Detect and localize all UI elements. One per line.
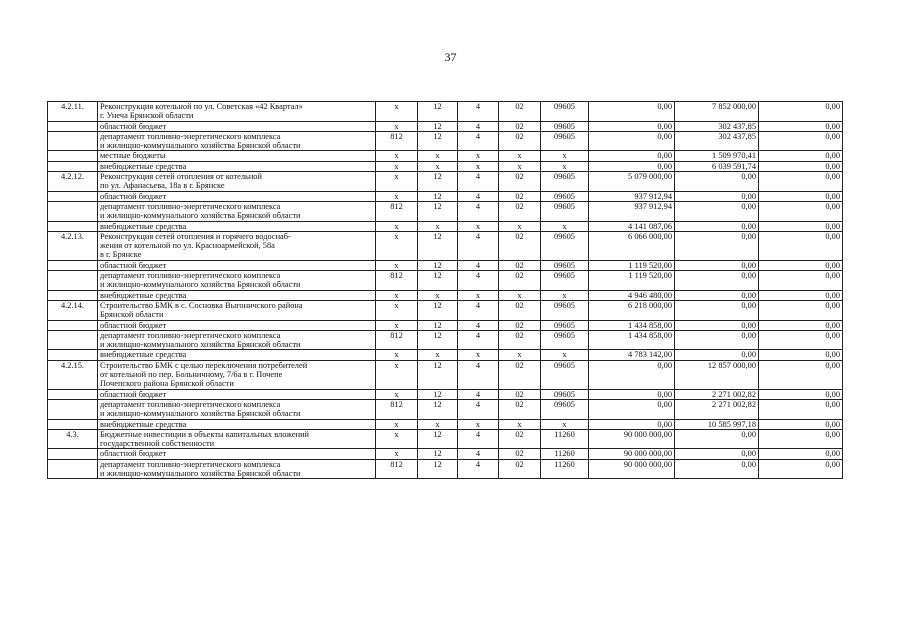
cell-amount-year-2: 0,00 [675, 172, 759, 192]
cell-item-number [48, 320, 98, 330]
cell-code-admin: x [376, 151, 418, 161]
cell-amount-year-1: 6 066 000,00 [589, 231, 675, 260]
cell-code-admin: x [376, 161, 418, 171]
cell-item-name: внебюджетные средства [98, 161, 376, 171]
cell-item-number [48, 151, 98, 161]
cell-amount-year-3: 0,00 [759, 419, 843, 429]
cell-code-program: x [499, 419, 541, 429]
cell-code-section: 12 [418, 102, 458, 122]
cell-item-number [48, 350, 98, 360]
cell-item-name: внебюджетные средства [98, 350, 376, 360]
cell-code-program: 02 [499, 102, 541, 122]
cell-code-subsection: 4 [458, 131, 499, 151]
cell-item-number: 4.2.13. [48, 231, 98, 260]
cell-code-admin: 812 [376, 271, 418, 291]
cell-code-admin: x [376, 429, 418, 449]
cell-code-admin: 812 [376, 399, 418, 419]
cell-amount-year-3: 0,00 [759, 399, 843, 419]
cell-code-target: 11260 [541, 449, 589, 459]
cell-amount-year-2: 12 857 000,00 [675, 360, 759, 389]
cell-code-target: 09605 [541, 201, 589, 221]
cell-amount-year-1: 1 119 520,00 [589, 260, 675, 270]
cell-item-number [48, 419, 98, 429]
cell-item-name: областной бюджет [98, 260, 376, 270]
cell-item-name: Строительство БМК с целью переключения потребителей от котельной по пер. Больничному, 7/6а в г. Почепе Почепского района Брянской области [98, 360, 376, 389]
cell-amount-year-3: 0,00 [759, 221, 843, 231]
cell-code-target: 11260 [541, 459, 589, 479]
cell-code-program: x [499, 350, 541, 360]
table-row [48, 172, 843, 192]
cell-item-name: департамент топливно-энергетического комплекса и жилищно-коммунального хозяйства Брянской области [98, 201, 376, 221]
cell-code-program: 02 [499, 260, 541, 270]
cell-code-subsection: 4 [458, 320, 499, 330]
cell-amount-year-2: 0,00 [675, 320, 759, 330]
cell-amount-year-2: 0,00 [675, 350, 759, 360]
cell-code-program: 02 [499, 389, 541, 399]
cell-amount-year-2: 0,00 [675, 260, 759, 270]
table-row [48, 151, 843, 161]
cell-code-section: x [418, 161, 458, 171]
cell-item-number [48, 131, 98, 151]
table-row [48, 121, 843, 131]
cell-item-name: Реконструкция сетей отопления от котельной по ул. Афанасьева, 18а в г. Брянске [98, 172, 376, 192]
cell-amount-year-1: 0,00 [589, 419, 675, 429]
cell-item-number: 4.2.14. [48, 300, 98, 320]
cell-amount-year-3: 0,00 [759, 360, 843, 389]
cell-code-target: 09605 [541, 131, 589, 151]
cell-item-number [48, 161, 98, 171]
cell-amount-year-3: 0,00 [759, 320, 843, 330]
cell-amount-year-2: 0,00 [675, 231, 759, 260]
cell-amount-year-1: 1 119 520,00 [589, 271, 675, 291]
cell-code-subsection: 4 [458, 360, 499, 389]
cell-amount-year-3: 0,00 [759, 449, 843, 459]
cell-code-target: 09605 [541, 260, 589, 270]
cell-code-subsection: 4 [458, 399, 499, 419]
table-row [48, 221, 843, 231]
cell-amount-year-1: 0,00 [589, 121, 675, 131]
cell-amount-year-1: 90 000 000,00 [589, 459, 675, 479]
cell-code-admin: x [376, 389, 418, 399]
cell-amount-year-2: 0,00 [675, 330, 759, 350]
cell-code-admin: x [376, 102, 418, 122]
table-row [48, 131, 843, 151]
cell-item-number [48, 459, 98, 479]
cell-item-number: 4.2.11. [48, 102, 98, 122]
cell-item-name: департамент топливно-энергетического комплекса и жилищно-коммунального хозяйства Брянской области [98, 399, 376, 419]
page-number: 37 [444, 50, 457, 64]
cell-item-name: внебюджетные средства [98, 419, 376, 429]
cell-code-section: 12 [418, 360, 458, 389]
cell-item-name: департамент топливно-энергетического комплекса и жилищно-коммунального хозяйства Брянской области [98, 459, 376, 479]
cell-code-program: 02 [499, 429, 541, 449]
cell-amount-year-2: 0,00 [675, 300, 759, 320]
table-row [48, 330, 843, 350]
cell-amount-year-3: 0,00 [759, 231, 843, 260]
cell-code-target: x [541, 419, 589, 429]
cell-amount-year-1: 937 912,94 [589, 191, 675, 201]
cell-item-number: 4.2.15. [48, 360, 98, 389]
cell-amount-year-1: 5 079 000,00 [589, 172, 675, 192]
cell-code-target: 09605 [541, 389, 589, 399]
cell-code-section: 12 [418, 459, 458, 479]
cell-amount-year-3: 0,00 [759, 271, 843, 291]
cell-code-target: 09605 [541, 300, 589, 320]
cell-item-name: областной бюджет [98, 389, 376, 399]
cell-code-admin: x [376, 300, 418, 320]
cell-code-admin: x [376, 260, 418, 270]
cell-code-target: x [541, 290, 589, 300]
cell-code-subsection: 4 [458, 191, 499, 201]
cell-code-section: 12 [418, 389, 458, 399]
cell-code-admin: x [376, 350, 418, 360]
cell-code-target: x [541, 161, 589, 171]
cell-amount-year-3: 0,00 [759, 201, 843, 221]
cell-item-name: департамент топливно-энергетического комплекса и жилищно-коммунального хозяйства Брянской области [98, 330, 376, 350]
cell-item-number [48, 330, 98, 350]
cell-item-number [48, 449, 98, 459]
cell-amount-year-1: 90 000 000,00 [589, 429, 675, 449]
cell-code-admin: x [376, 231, 418, 260]
cell-amount-year-2: 2 271 002,82 [675, 399, 759, 419]
cell-amount-year-2: 6 039 591,74 [675, 161, 759, 171]
cell-item-name: департамент топливно-энергетического комплекса и жилищно-коммунального хозяйства Брянской области [98, 131, 376, 151]
cell-item-number: 4.2.12. [48, 172, 98, 192]
cell-code-program: 02 [499, 300, 541, 320]
cell-code-subsection: 4 [458, 172, 499, 192]
cell-amount-year-1: 1 434 858,00 [589, 320, 675, 330]
cell-code-subsection: 4 [458, 300, 499, 320]
table-row [48, 161, 843, 171]
cell-code-target: x [541, 350, 589, 360]
cell-code-section: 12 [418, 300, 458, 320]
table-row [48, 389, 843, 399]
cell-item-name: областной бюджет [98, 449, 376, 459]
cell-item-name: Реконструкция котельной по ул. Советская «42 Квартал» г. Унеча Брянской области [98, 102, 376, 122]
cell-code-program: 02 [499, 330, 541, 350]
cell-code-program: x [499, 290, 541, 300]
cell-code-section: x [418, 419, 458, 429]
table-row [48, 459, 843, 479]
cell-amount-year-1: 90 000 000,00 [589, 449, 675, 459]
cell-amount-year-1: 0,00 [589, 360, 675, 389]
budget-table-body [48, 102, 843, 479]
cell-amount-year-3: 0,00 [759, 300, 843, 320]
cell-code-section: 12 [418, 399, 458, 419]
cell-amount-year-1: 0,00 [589, 131, 675, 151]
cell-amount-year-3: 0,00 [759, 102, 843, 122]
cell-code-section: x [418, 221, 458, 231]
cell-amount-year-1: 0,00 [589, 161, 675, 171]
cell-item-number [48, 271, 98, 291]
cell-code-subsection: 4 [458, 121, 499, 131]
cell-amount-year-3: 0,00 [759, 330, 843, 350]
cell-code-target: 09605 [541, 360, 589, 389]
table-row [48, 419, 843, 429]
cell-code-program: x [499, 221, 541, 231]
cell-amount-year-3: 0,00 [759, 429, 843, 449]
cell-item-number [48, 191, 98, 201]
cell-code-program: 02 [499, 231, 541, 260]
cell-code-target: 09605 [541, 320, 589, 330]
cell-item-number: 4.3. [48, 429, 98, 449]
cell-code-section: 12 [418, 131, 458, 151]
cell-item-name: Бюджетные инвестиции в объекты капитальных вложений государственной собственности [98, 429, 376, 449]
cell-item-number [48, 389, 98, 399]
cell-code-subsection: x [458, 221, 499, 231]
budget-table [47, 101, 843, 479]
table-row [48, 399, 843, 419]
cell-code-program: 02 [499, 172, 541, 192]
cell-code-admin: x [376, 221, 418, 231]
cell-code-admin: x [376, 290, 418, 300]
cell-code-section: x [418, 350, 458, 360]
cell-amount-year-3: 0,00 [759, 260, 843, 270]
cell-code-program: x [499, 161, 541, 171]
cell-amount-year-2: 10 585 997,18 [675, 419, 759, 429]
cell-code-target: x [541, 151, 589, 161]
cell-code-target: 09605 [541, 271, 589, 291]
cell-code-section: x [418, 290, 458, 300]
cell-code-subsection: 4 [458, 201, 499, 221]
table-row [48, 320, 843, 330]
cell-item-number [48, 201, 98, 221]
cell-item-name: областной бюджет [98, 121, 376, 131]
cell-code-subsection: x [458, 151, 499, 161]
cell-code-subsection: 4 [458, 231, 499, 260]
table-row [48, 191, 843, 201]
cell-amount-year-2: 302 437,85 [675, 121, 759, 131]
cell-item-name: областной бюджет [98, 191, 376, 201]
cell-code-admin: x [376, 449, 418, 459]
cell-amount-year-2: 2 271 002,82 [675, 389, 759, 399]
cell-amount-year-1: 4 783 142,00 [589, 350, 675, 360]
cell-code-subsection: 4 [458, 271, 499, 291]
table-row [48, 360, 843, 389]
cell-code-admin: 812 [376, 459, 418, 479]
cell-amount-year-1: 4 141 087,06 [589, 221, 675, 231]
cell-amount-year-2: 0,00 [675, 449, 759, 459]
cell-amount-year-3: 0,00 [759, 172, 843, 192]
cell-code-admin: x [376, 360, 418, 389]
cell-code-subsection: 4 [458, 389, 499, 399]
cell-code-target: 09605 [541, 102, 589, 122]
cell-code-section: 12 [418, 429, 458, 449]
cell-amount-year-1: 937 912,94 [589, 201, 675, 221]
cell-item-name: внебюджетные средства [98, 221, 376, 231]
cell-amount-year-2: 1 509 970,41 [675, 151, 759, 161]
cell-amount-year-3: 0,00 [759, 350, 843, 360]
cell-amount-year-1: 1 434 858,00 [589, 330, 675, 350]
cell-code-target: 09605 [541, 231, 589, 260]
cell-code-subsection: 4 [458, 330, 499, 350]
cell-amount-year-3: 0,00 [759, 290, 843, 300]
cell-amount-year-1: 0,00 [589, 399, 675, 419]
cell-code-program: 02 [499, 360, 541, 389]
cell-item-number [48, 290, 98, 300]
cell-amount-year-2: 0,00 [675, 429, 759, 449]
cell-item-number [48, 260, 98, 270]
cell-item-name: внебюджетные средства [98, 290, 376, 300]
cell-code-admin: 812 [376, 131, 418, 151]
cell-code-admin: x [376, 191, 418, 201]
cell-code-program: 02 [499, 399, 541, 419]
cell-code-target: x [541, 221, 589, 231]
cell-amount-year-2: 0,00 [675, 221, 759, 231]
cell-code-section: 12 [418, 260, 458, 270]
cell-code-admin: x [376, 419, 418, 429]
table-row [48, 350, 843, 360]
cell-amount-year-3: 0,00 [759, 131, 843, 151]
cell-code-subsection: 4 [458, 429, 499, 449]
cell-item-name: Реконструкция сетей отопления и горячего водоснаб- жения от котельной по ул. Красноармейской, 58а в г. Брянске [98, 231, 376, 260]
cell-code-program: 02 [499, 271, 541, 291]
cell-item-name: департамент топливно-энергетического комплекса и жилищно-коммунального хозяйства Брянской области [98, 271, 376, 291]
cell-code-program: 02 [499, 191, 541, 201]
cell-amount-year-3: 0,00 [759, 151, 843, 161]
cell-code-program: x [499, 151, 541, 161]
cell-item-number [48, 121, 98, 131]
cell-code-admin: x [376, 121, 418, 131]
cell-amount-year-1: 6 218 000,00 [589, 300, 675, 320]
cell-code-subsection: 4 [458, 102, 499, 122]
cell-code-subsection: x [458, 419, 499, 429]
table-row [48, 290, 843, 300]
cell-code-target: 09605 [541, 330, 589, 350]
cell-amount-year-3: 0,00 [759, 459, 843, 479]
cell-code-section: 12 [418, 271, 458, 291]
cell-code-subsection: 4 [458, 459, 499, 479]
cell-code-subsection: x [458, 350, 499, 360]
cell-code-section: 12 [418, 191, 458, 201]
cell-amount-year-3: 0,00 [759, 191, 843, 201]
cell-code-section: 12 [418, 172, 458, 192]
cell-amount-year-3: 0,00 [759, 121, 843, 131]
table-row [48, 300, 843, 320]
table-row [48, 260, 843, 270]
cell-item-name: местные бюджеты [98, 151, 376, 161]
cell-code-section: 12 [418, 201, 458, 221]
cell-code-section: 12 [418, 330, 458, 350]
table-row [48, 449, 843, 459]
cell-amount-year-3: 0,00 [759, 161, 843, 171]
cell-code-target: 11260 [541, 429, 589, 449]
cell-amount-year-1: 0,00 [589, 389, 675, 399]
cell-amount-year-2: 0,00 [675, 271, 759, 291]
cell-amount-year-2: 0,00 [675, 290, 759, 300]
cell-code-program: 02 [499, 131, 541, 151]
cell-code-admin: 812 [376, 201, 418, 221]
cell-code-section: 12 [418, 231, 458, 260]
cell-item-number [48, 221, 98, 231]
cell-code-subsection: 4 [458, 449, 499, 459]
table-row [48, 429, 843, 449]
cell-code-program: 02 [499, 201, 541, 221]
cell-amount-year-1: 0,00 [589, 151, 675, 161]
cell-amount-year-2: 0,00 [675, 459, 759, 479]
cell-item-name: областной бюджет [98, 320, 376, 330]
cell-code-section: 12 [418, 121, 458, 131]
cell-code-admin: x [376, 320, 418, 330]
cell-amount-year-1: 4 946 480,00 [589, 290, 675, 300]
table-row [48, 201, 843, 221]
cell-amount-year-3: 0,00 [759, 389, 843, 399]
cell-code-program: 02 [499, 449, 541, 459]
table-row [48, 102, 843, 122]
cell-code-subsection: x [458, 290, 499, 300]
cell-code-program: 02 [499, 459, 541, 479]
cell-amount-year-2: 7 852 000,00 [675, 102, 759, 122]
cell-code-section: 12 [418, 320, 458, 330]
cell-code-target: 09605 [541, 399, 589, 419]
cell-item-number [48, 399, 98, 419]
cell-code-target: 09605 [541, 172, 589, 192]
cell-code-subsection: 4 [458, 260, 499, 270]
cell-code-section: 12 [418, 449, 458, 459]
cell-code-admin: 812 [376, 330, 418, 350]
cell-code-admin: x [376, 172, 418, 192]
cell-amount-year-2: 0,00 [675, 201, 759, 221]
table-row [48, 231, 843, 260]
cell-code-section: x [418, 151, 458, 161]
cell-item-name: Строительство БМК в с. Сосновка Выгоничского района Брянской области [98, 300, 376, 320]
cell-code-target: 09605 [541, 191, 589, 201]
cell-code-program: 02 [499, 121, 541, 131]
cell-amount-year-1: 0,00 [589, 102, 675, 122]
cell-code-target: 09605 [541, 121, 589, 131]
cell-code-subsection: x [458, 161, 499, 171]
cell-code-program: 02 [499, 320, 541, 330]
cell-amount-year-2: 302 437,85 [675, 131, 759, 151]
table-row [48, 271, 843, 291]
cell-amount-year-2: 0,00 [675, 191, 759, 201]
